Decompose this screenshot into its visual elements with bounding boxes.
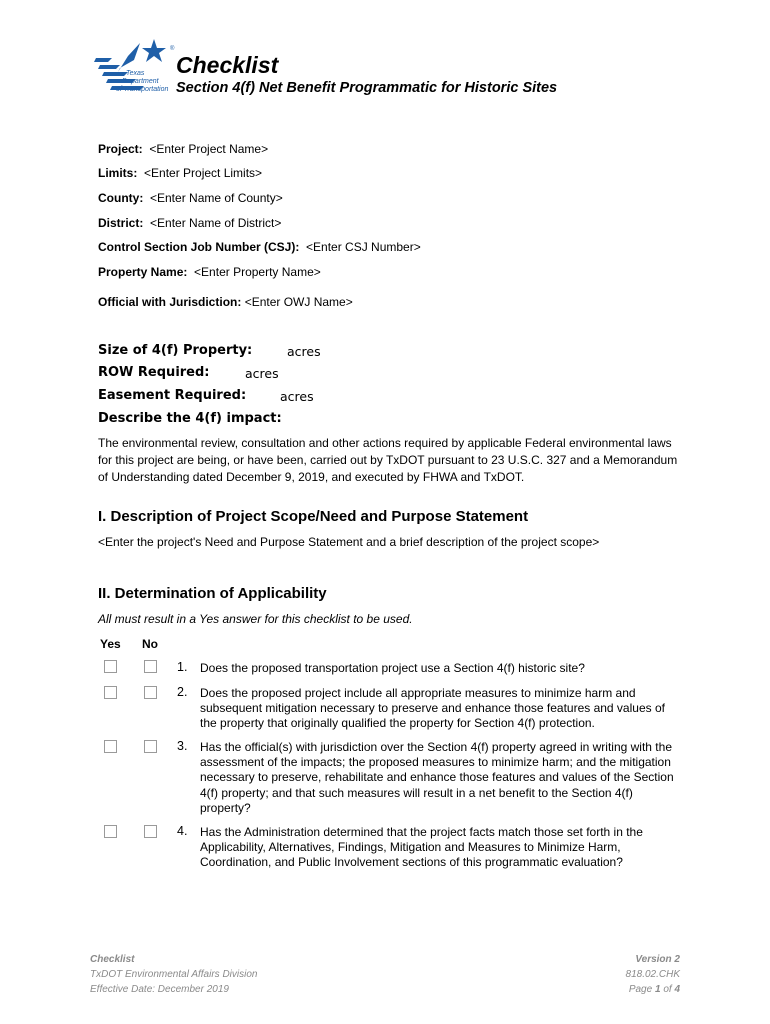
column-yes: Yes [100, 637, 121, 651]
section1-heading: I. Description of Project Scope/Need and Purpose Statement [98, 508, 529, 525]
q4-no-checkbox[interactable] [144, 825, 157, 838]
footer-doc-title: Checklist [90, 954, 135, 965]
size-4f-label: Size of 4(f) Property: [98, 343, 253, 358]
easement-required-label: Easement Required: [98, 388, 247, 403]
column-no: No [142, 637, 158, 651]
q3-number: 3. [177, 739, 188, 753]
field-csj[interactable]: Control Section Job Number (CSJ): <Enter CSJ Number> [98, 240, 421, 254]
footer-division: TxDOT Environmental Affairs Division [90, 969, 258, 980]
field-property-name[interactable]: Property Name: <Enter Property Name> [98, 265, 321, 279]
section2-heading: II. Determination of Applicability [98, 585, 327, 602]
q1-text: Does the proposed transportation project use a Section 4(f) historic site? [200, 661, 585, 675]
logo-wordmark: Texas Department of Transportation [116, 70, 169, 93]
footer-page: Page 1 of 4 [628, 984, 680, 995]
footer-version: Version 2 [635, 954, 680, 965]
field-district[interactable]: District: <Enter Name of District> [98, 216, 282, 230]
field-county[interactable]: County: <Enter Name of County> [98, 191, 283, 205]
page-title: Checklist [176, 52, 279, 78]
q1-number: 1. [177, 660, 188, 674]
q4-yes-checkbox[interactable] [104, 825, 117, 838]
q1-yes-checkbox[interactable] [104, 660, 117, 673]
section1-placeholder[interactable]: <Enter the project's Need and Purpose Statement and a brief description of the project scope> [98, 535, 600, 549]
q2-no-checkbox[interactable] [144, 686, 157, 699]
q3-no-checkbox[interactable] [144, 740, 157, 753]
section2-note: All must result in a Yes answer for this checklist to be used. [98, 612, 413, 626]
row-required-unit[interactable]: acres [245, 366, 279, 381]
size-4f-unit[interactable]: acres [287, 344, 321, 359]
row-required-label: ROW Required: [98, 365, 210, 380]
q3-text: Has the official(s) with jurisdiction over the Section 4(f) property agreed in writing with the assessment of the impacts; the proposed measures to minimize harm; and the mitigation necessary to preserve, rehabilitate and enhance those features and values of the Section 4(f) property; and that such measures will result in a net benefit to the Section 4(f) property? [200, 740, 674, 815]
q2-yes-checkbox[interactable] [104, 686, 117, 699]
field-limits[interactable]: Limits: <Enter Project Limits> [98, 166, 263, 180]
svg-text:®: ® [170, 46, 175, 52]
q4-number: 4. [177, 824, 188, 838]
impact-paragraph: The environmental review, consultation and other actions required by applicable Federal environmental laws for this project are being, or have been, carried out by TxDOT pursuant to 23 U.S.C. 327 and a Memorandum of Understanding dated December 9, 2019, and executed by FHWA and TxDOT. [98, 436, 678, 484]
q2-number: 2. [177, 685, 188, 699]
q2-text: Does the proposed project include all appropriate measures to minimize harm and subsequent mitigation necessary to preserve and enhance those features and values of the property that originally qualified the property for Section 4(f) protection. [200, 686, 665, 731]
q3-yes-checkbox[interactable] [104, 740, 117, 753]
page-subtitle: Section 4(f) Net Benefit Programmatic for Historic Sites [176, 80, 558, 96]
impact-heading: Describe the 4(f) impact: [98, 411, 282, 426]
footer-right [626, 952, 680, 997]
easement-required-unit[interactable]: acres [280, 389, 314, 404]
field-project[interactable]: Project: <Enter Project Name> [98, 142, 269, 156]
footer-effective-date: Effective Date: December 2019 [90, 984, 229, 995]
footer-left [90, 952, 257, 997]
q4-text: Has the Administration determined that the project facts match those set forth in the Applicability, Alternatives, Findings, Mitigation and Measures to Minimize Harm, Coordination, and Public Involvement sections of this programmatic evaluation? [200, 825, 643, 870]
footer-code: 818.02.CHK [625, 969, 680, 980]
q1-no-checkbox[interactable] [144, 660, 157, 673]
field-owj[interactable]: Official with Jurisdiction: <Enter OWJ Name> [98, 295, 353, 309]
